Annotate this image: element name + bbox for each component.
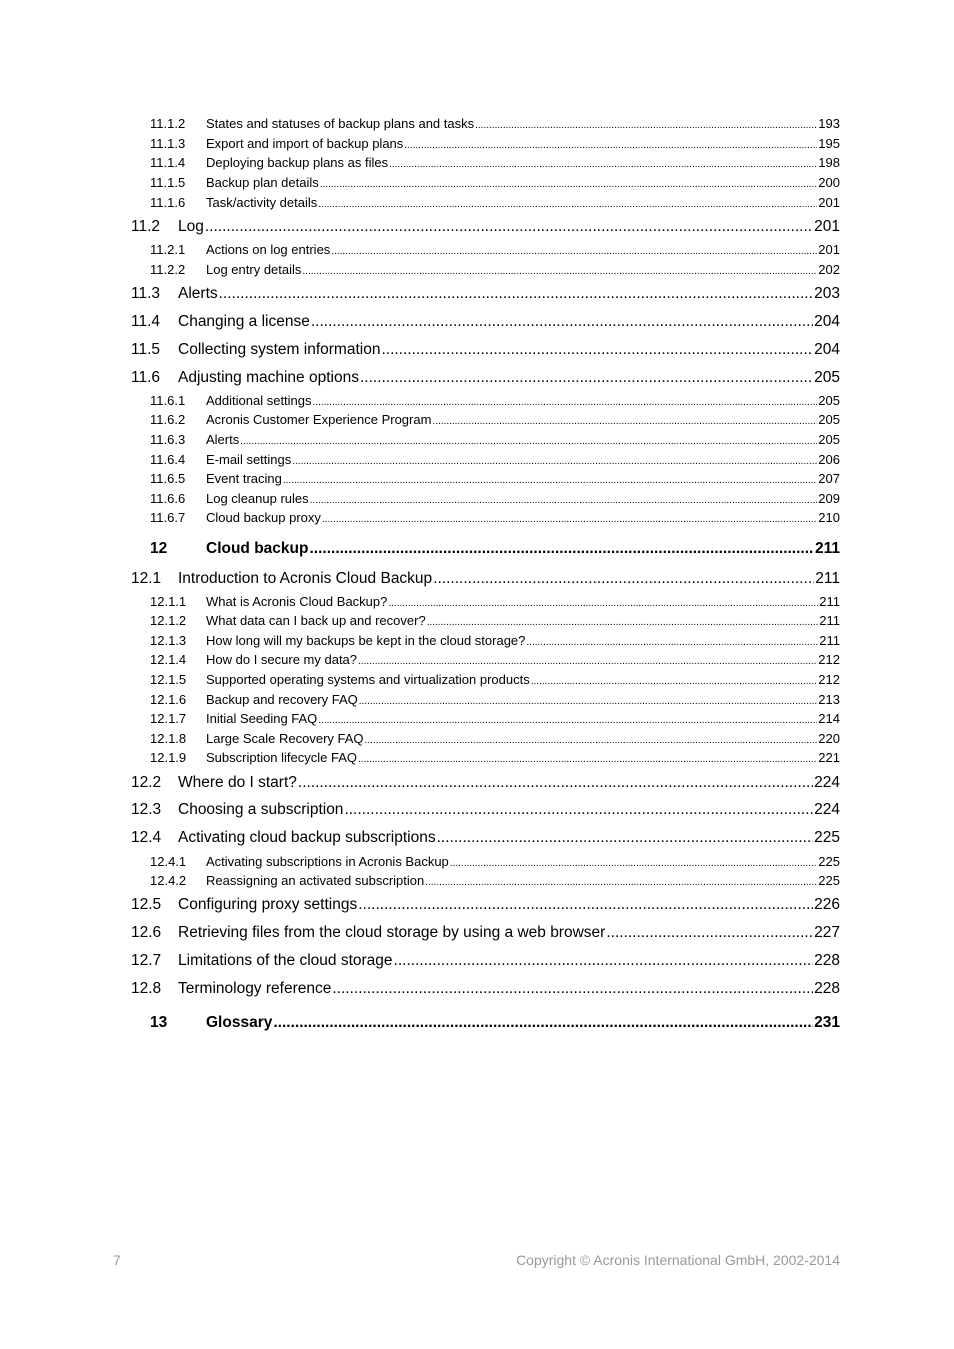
toc-leader-dots	[344, 801, 813, 819]
toc-entry[interactable]	[150, 1014, 840, 1032]
toc-entry-title[interactable]: What is Acronis Cloud Backup?	[206, 594, 388, 609]
toc-entry-page[interactable]: 204	[814, 313, 840, 330]
toc-entry[interactable]	[131, 924, 840, 942]
toc-entry[interactable]	[131, 774, 840, 792]
toc-entry-title[interactable]: Alerts	[178, 285, 218, 302]
toc-leader-dots	[381, 341, 813, 359]
toc-entry-title[interactable]: Activating subscriptions in Acronis Backup	[206, 854, 449, 869]
toc-entry[interactable]	[131, 829, 840, 847]
toc-entry[interactable]	[150, 672, 840, 687]
toc-leader-dots	[526, 637, 818, 648]
toc-entry-title[interactable]: Glossary	[206, 1014, 273, 1031]
toc-entry-page[interactable]: 228	[814, 952, 840, 969]
toc-entry-number: 12.2	[131, 774, 162, 791]
toc-entry-number: 12.6	[131, 924, 162, 941]
footer-copyright: Copyright © Acronis International GmbH, 2002-2014	[516, 1252, 840, 1268]
toc-entry-page[interactable]: 211	[819, 633, 840, 648]
toc-entry[interactable]	[150, 491, 840, 506]
toc-leader-dots	[309, 540, 814, 558]
toc-entry[interactable]	[150, 262, 840, 277]
toc-entry-title[interactable]: Configuring proxy settings	[178, 896, 358, 913]
toc-entry-title[interactable]: Activating cloud backup subscriptions	[178, 829, 436, 846]
toc-entry-number: 12.1.6	[150, 692, 187, 707]
toc-entry-number: 12.1	[131, 570, 162, 587]
toc-entry-title[interactable]: Alerts	[206, 432, 240, 447]
toc-entry-number: 11.1.5	[150, 175, 186, 190]
toc-entry-page[interactable]: 202	[818, 262, 840, 277]
toc-entry-number: 12	[150, 540, 168, 557]
toc-entry-page[interactable]: 209	[818, 491, 840, 506]
toc-entry-title[interactable]: Task/activity details	[206, 195, 318, 210]
toc-entry-title[interactable]: Additional settings	[206, 393, 312, 408]
toc-entry[interactable]	[131, 285, 840, 303]
toc-entry-page[interactable]: 205	[818, 393, 840, 408]
toc-entry-number: 11.6.2	[150, 412, 186, 427]
toc-entry-title[interactable]: Collecting system information	[178, 341, 381, 358]
toc-entry-number: 11.5	[131, 341, 161, 358]
toc-entry-title[interactable]: Log	[178, 218, 204, 235]
toc-entry[interactable]	[150, 731, 840, 746]
toc-leader-dots	[311, 313, 813, 331]
toc-leader-dots	[331, 246, 817, 257]
toc-entry-number: 12.1.4	[150, 652, 187, 667]
toc-entry[interactable]	[150, 155, 840, 170]
toc-entry-page[interactable]: 231	[814, 1014, 840, 1031]
toc-leader-dots	[322, 514, 817, 525]
toc-entry-title[interactable]: Reassigning an activated subscription	[206, 873, 425, 888]
toc-entry-title[interactable]: Subscription lifecycle FAQ	[206, 750, 358, 765]
toc-entry-page[interactable]: 198	[818, 155, 840, 170]
toc-entry-page[interactable]: 195	[818, 136, 840, 151]
toc-entry[interactable]	[131, 896, 840, 914]
toc-entry-page[interactable]: 207	[818, 471, 840, 486]
toc-entry-title[interactable]: Adjusting machine options	[178, 369, 359, 386]
toc-entry-number: 11.2	[131, 218, 161, 235]
toc-entry-page[interactable]: 201	[818, 195, 840, 210]
toc-entry-number: 12.1.8	[150, 731, 187, 746]
toc-leader-dots	[273, 1014, 813, 1032]
toc-leader-dots	[389, 159, 817, 170]
toc-leader-dots	[531, 676, 818, 687]
toc-entry-page[interactable]: 201	[814, 218, 840, 235]
toc-entry[interactable]	[150, 540, 840, 558]
toc-leader-dots	[358, 754, 817, 765]
toc-entry[interactable]	[131, 313, 840, 331]
toc-leader-dots	[404, 140, 817, 151]
toc-leader-dots	[437, 829, 814, 847]
toc-entry[interactable]	[150, 652, 840, 667]
toc-entry-number: 11.2.2	[150, 262, 186, 277]
toc-entry-title[interactable]: Limitations of the cloud storage	[178, 952, 393, 969]
toc-leader-dots	[283, 475, 817, 486]
toc-leader-dots	[318, 715, 817, 726]
toc-entry[interactable]	[131, 980, 840, 998]
toc-entry-number: 11.6.5	[150, 471, 186, 486]
toc-entry-number: 11.6.7	[150, 510, 186, 525]
toc-entry-page[interactable]: 226	[814, 896, 840, 913]
toc-entry-page[interactable]: 206	[818, 452, 840, 467]
toc-entry-page[interactable]: 203	[814, 285, 840, 302]
toc-entry[interactable]	[150, 116, 840, 131]
toc-entry-number: 11.3	[131, 285, 161, 302]
toc-entry-number: 11.1.4	[150, 155, 186, 170]
toc-entry-number: 12.1.7	[150, 711, 187, 726]
toc-entry-page[interactable]: 200	[818, 175, 840, 190]
toc-entry-page[interactable]: 211	[814, 540, 840, 557]
toc-entry-title[interactable]: Event tracing	[206, 471, 282, 486]
toc-entry[interactable]	[150, 594, 840, 609]
toc-entry-page[interactable]: 211	[819, 594, 840, 609]
toc-entry-title[interactable]: Export and import of backup plans	[206, 136, 404, 151]
toc-entry-page[interactable]: 228	[814, 980, 840, 997]
toc-entry-title[interactable]: Choosing a subscription	[178, 801, 344, 818]
toc-entry-page[interactable]: 211	[815, 570, 840, 587]
toc-leader-dots	[205, 218, 813, 236]
toc-entry-title[interactable]: Log entry details	[206, 262, 302, 277]
toc-entry-number: 11.6.4	[150, 452, 186, 467]
toc-leader-dots	[427, 617, 819, 628]
toc-entry-page[interactable]: 211	[819, 613, 840, 628]
toc-entry-title[interactable]: Retrieving files from the cloud storage by using a web browser	[178, 924, 606, 941]
toc-entry-number: 12.4.2	[150, 873, 187, 888]
toc-entry-page[interactable]: 205	[818, 412, 840, 427]
toc-leader-dots	[388, 598, 818, 609]
toc-entry[interactable]	[131, 570, 840, 588]
toc-entry[interactable]	[150, 242, 840, 257]
toc-entry-title[interactable]: Log cleanup rules	[206, 491, 309, 506]
toc-leader-dots	[318, 199, 817, 210]
toc-entry-page[interactable]: 212	[818, 672, 840, 687]
toc-entry[interactable]	[131, 952, 840, 970]
toc-entry[interactable]	[150, 195, 840, 210]
toc-entry-title[interactable]: Initial Seeding FAQ	[206, 711, 318, 726]
toc-leader-dots	[475, 120, 817, 131]
toc-entry-page[interactable]: 212	[818, 652, 840, 667]
toc-leader-dots	[219, 285, 814, 303]
toc-entry-title[interactable]: States and statuses of backup plans and tasks	[206, 116, 475, 131]
toc-entry[interactable]	[150, 412, 840, 427]
toc-entry[interactable]	[150, 432, 840, 447]
toc-entry-page[interactable]: 201	[818, 242, 840, 257]
toc-entry-title[interactable]: Changing a license	[178, 313, 310, 330]
toc-leader-dots	[298, 774, 813, 792]
toc-entry-page[interactable]: 210	[818, 510, 840, 525]
toc-entry-title[interactable]: Supported operating systems and virtualization products	[206, 672, 530, 687]
toc-entry[interactable]	[150, 613, 840, 628]
toc-leader-dots	[359, 696, 818, 707]
toc-entry-page[interactable]: 224	[814, 801, 840, 818]
toc-entry-number: 11.6	[131, 369, 161, 386]
toc-entry[interactable]	[150, 873, 840, 888]
toc-entry-page[interactable]: 220	[818, 731, 840, 746]
toc-entry-page[interactable]: 227	[814, 924, 840, 941]
toc-entry-page[interactable]: 213	[818, 692, 840, 707]
toc-entry-number: 12.1.2	[150, 613, 187, 628]
toc-entry-page[interactable]: 193	[818, 116, 840, 131]
toc-entry-number: 12.1.1	[150, 594, 187, 609]
toc-leader-dots	[313, 397, 818, 408]
toc-entry[interactable]	[150, 175, 840, 190]
toc-entry-page[interactable]: 214	[818, 711, 840, 726]
toc-leader-dots	[332, 980, 813, 998]
toc-entry-number: 11.2.1	[150, 242, 186, 257]
toc-entry[interactable]	[150, 471, 840, 486]
toc-entry-page[interactable]: 224	[814, 774, 840, 791]
toc-entry-title[interactable]: Where do I start?	[178, 774, 297, 791]
toc-entry-title[interactable]: What data can I back up and recover?	[206, 613, 426, 628]
toc-leader-dots	[432, 416, 817, 427]
toc-entry-number: 11.1.6	[150, 195, 186, 210]
toc-entry-title[interactable]: Cloud backup proxy	[206, 510, 321, 525]
toc-entry[interactable]	[150, 510, 840, 525]
toc-entry-title[interactable]: How do I secure my data?	[206, 652, 358, 667]
toc-leader-dots	[358, 656, 817, 667]
toc-entry-title[interactable]: E-mail settings	[206, 452, 292, 467]
toc-entry[interactable]	[150, 393, 840, 408]
toc-entry-number: 11.6.6	[150, 491, 186, 506]
toc-entry-number: 12.4	[131, 829, 162, 846]
toc-entry-page[interactable]: 225	[814, 829, 840, 846]
toc-leader-dots	[433, 570, 814, 588]
toc-leader-dots	[358, 896, 813, 914]
toc-entry-number: 12.3	[131, 801, 162, 818]
toc-entry[interactable]	[150, 136, 840, 151]
toc-entry-title[interactable]: Backup plan details	[206, 175, 319, 190]
toc-entry[interactable]	[150, 711, 840, 726]
toc-entry-number: 11.1.2	[150, 116, 186, 131]
toc-entry-title[interactable]: Deploying backup plans as files	[206, 155, 389, 170]
toc-entry[interactable]	[150, 750, 840, 765]
toc-entry-page[interactable]: 204	[814, 341, 840, 358]
toc-entry-title[interactable]: Cloud backup	[206, 540, 309, 557]
toc-entry-title[interactable]: Acronis Customer Experience Program	[206, 412, 432, 427]
toc-leader-dots	[360, 369, 813, 387]
toc-leader-dots	[365, 735, 818, 746]
toc-leader-dots	[302, 266, 817, 277]
toc-entry-title[interactable]: Introduction to Acronis Cloud Backup	[178, 570, 433, 587]
toc-entry-page[interactable]: 221	[818, 750, 840, 765]
toc-entry-title[interactable]: Backup and recovery FAQ	[206, 692, 358, 707]
toc-entry[interactable]	[150, 692, 840, 707]
toc-entry-title[interactable]: How long will my backups be kept in the cloud storage?	[206, 633, 526, 648]
toc-entry[interactable]	[131, 801, 840, 819]
toc-entry[interactable]	[150, 452, 840, 467]
toc-entry-page[interactable]: 225	[818, 854, 840, 869]
toc-entry-title[interactable]: Large Scale Recovery FAQ	[206, 731, 364, 746]
toc-entry-page[interactable]: 205	[814, 369, 840, 386]
toc-entry-number: 11.1.3	[150, 136, 186, 151]
toc-entry[interactable]	[131, 218, 840, 236]
toc-entry-number: 11.6.3	[150, 432, 186, 447]
toc-entry-number: 12.1.9	[150, 750, 187, 765]
toc-entry-title[interactable]: Actions on log entries	[206, 242, 331, 257]
toc-leader-dots	[320, 179, 818, 190]
toc-entry-title[interactable]: Terminology reference	[178, 980, 332, 997]
toc-entry-number: 12.4.1	[150, 854, 187, 869]
toc-leader-dots	[394, 952, 814, 970]
toc-leader-dots	[292, 456, 817, 467]
toc-entry[interactable]	[150, 854, 840, 869]
toc-entry-number: 12.8	[131, 980, 162, 997]
toc-entry-number: 12.1.5	[150, 672, 187, 687]
toc-entry-number: 12.5	[131, 896, 162, 913]
toc-entry[interactable]	[150, 633, 840, 648]
toc-leader-dots	[606, 924, 813, 942]
toc-entry[interactable]	[131, 341, 840, 359]
toc-leader-dots	[310, 495, 818, 506]
toc-leader-dots	[450, 858, 818, 869]
footer-page-number: 7	[113, 1252, 121, 1268]
toc-entry-number: 11.4	[131, 313, 161, 330]
toc-leader-dots	[425, 877, 817, 888]
toc-entry-page[interactable]: 225	[818, 873, 840, 888]
toc-entry-number: 13	[150, 1014, 168, 1031]
toc-entry[interactable]	[131, 369, 840, 387]
toc-entry-page[interactable]: 205	[818, 432, 840, 447]
toc-leader-dots	[240, 436, 817, 447]
toc-entry-number: 12.1.3	[150, 633, 187, 648]
toc-entry-number: 12.7	[131, 952, 162, 969]
toc-entry-number: 11.6.1	[150, 393, 186, 408]
